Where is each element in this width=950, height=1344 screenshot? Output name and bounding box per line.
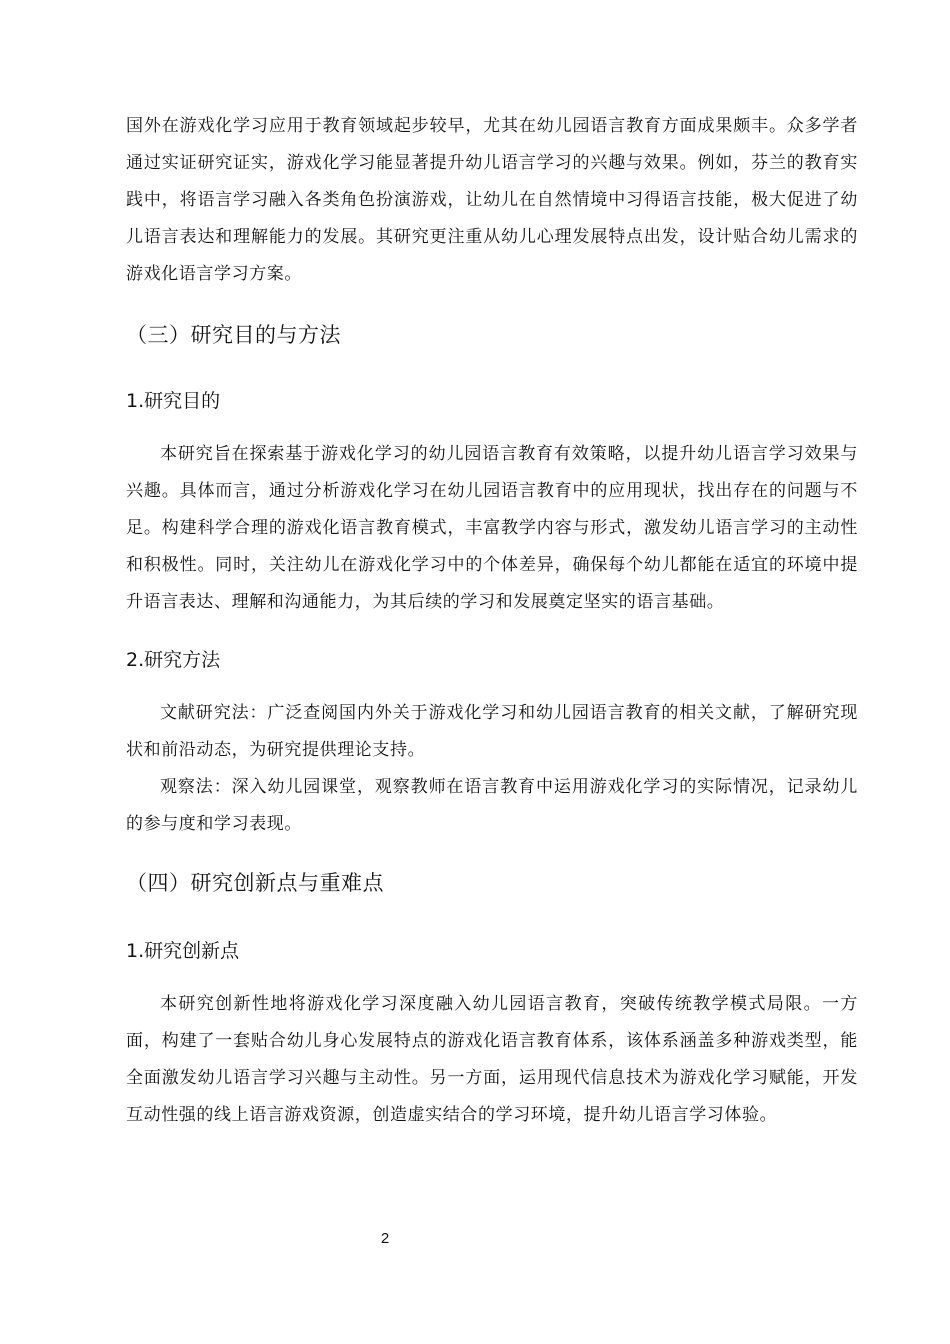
intro-paragraph: 国外在游戏化学习应用于教育领域起步较早，尤其在幼儿园语言教育方面成果颇丰。众多学者通过实证研究证实，游戏化学习能显著提升幼儿语言学习的兴趣与效果。例如，芬兰的教育实践中，将语言学习融入各类角色扮演游戏，让幼儿在自然情境中习得语言技能，极大促进了幼儿语言表达和理解能力的发展。其研究更注重从幼儿心理发展特点出发，设计贴合幼儿需求的游戏化语言学习方案。: [126, 116, 858, 284]
section-3-title: （三）研究目的与方法: [126, 323, 341, 347]
research-purpose-paragraph: 本研究旨在探索基于游戏化学习的幼儿园语言教育有效策略，以提升幼儿语言学习效果与兴趣。具体而言，通过分析游戏化学习在幼儿园语言教育中的应用现状，找出存在的问题与不足。构建科学合理的游戏化语言教育模式，丰富教学内容与形式，激发幼儿语言学习的主动性和积极性。同时，关注幼儿在游戏化学习中的个体差异，确保每个幼儿都能在适宜的环境中提升语言表达、理解和沟通能力，为其后续的学习和发展奠定坚实的语言基础。: [126, 444, 858, 612]
research-methods-heading: 2.研究方法: [126, 649, 221, 671]
section-4-title: （四）研究创新点与重难点: [126, 871, 384, 895]
page-number: 2: [380, 1230, 390, 1247]
research-purpose-heading: 1.研究目的: [126, 390, 221, 412]
page-content: [126, 108, 858, 1134]
innovation-heading: 1.研究创新点: [126, 940, 240, 962]
literature-method-paragraph: 文献研究法：广泛查阅国内外关于游戏化学习和幼儿园语言教育的相关文献，了解研究现状和前沿动态，为研究提供理论支持。: [126, 703, 858, 760]
observation-method-paragraph: 观察法：深入幼儿园课堂，观察教师在语言教育中运用游戏化学习的实际情况，记录幼儿的参与度和学习表现。: [126, 777, 858, 834]
innovation-paragraph: 本研究创新性地将游戏化学习深度融入幼儿园语言教育，突破传统教学模式局限。一方面，构建了一套贴合幼儿身心发展特点的游戏化语言教育体系，该体系涵盖多种游戏类型，能全面激发幼儿语言学习兴趣与主动性。另一方面，运用现代信息技术为游戏化学习赋能，开发互动性强的线上语言游戏资源，创造虚实结合的学习环境，提升幼儿语言学习体验。: [126, 994, 858, 1125]
